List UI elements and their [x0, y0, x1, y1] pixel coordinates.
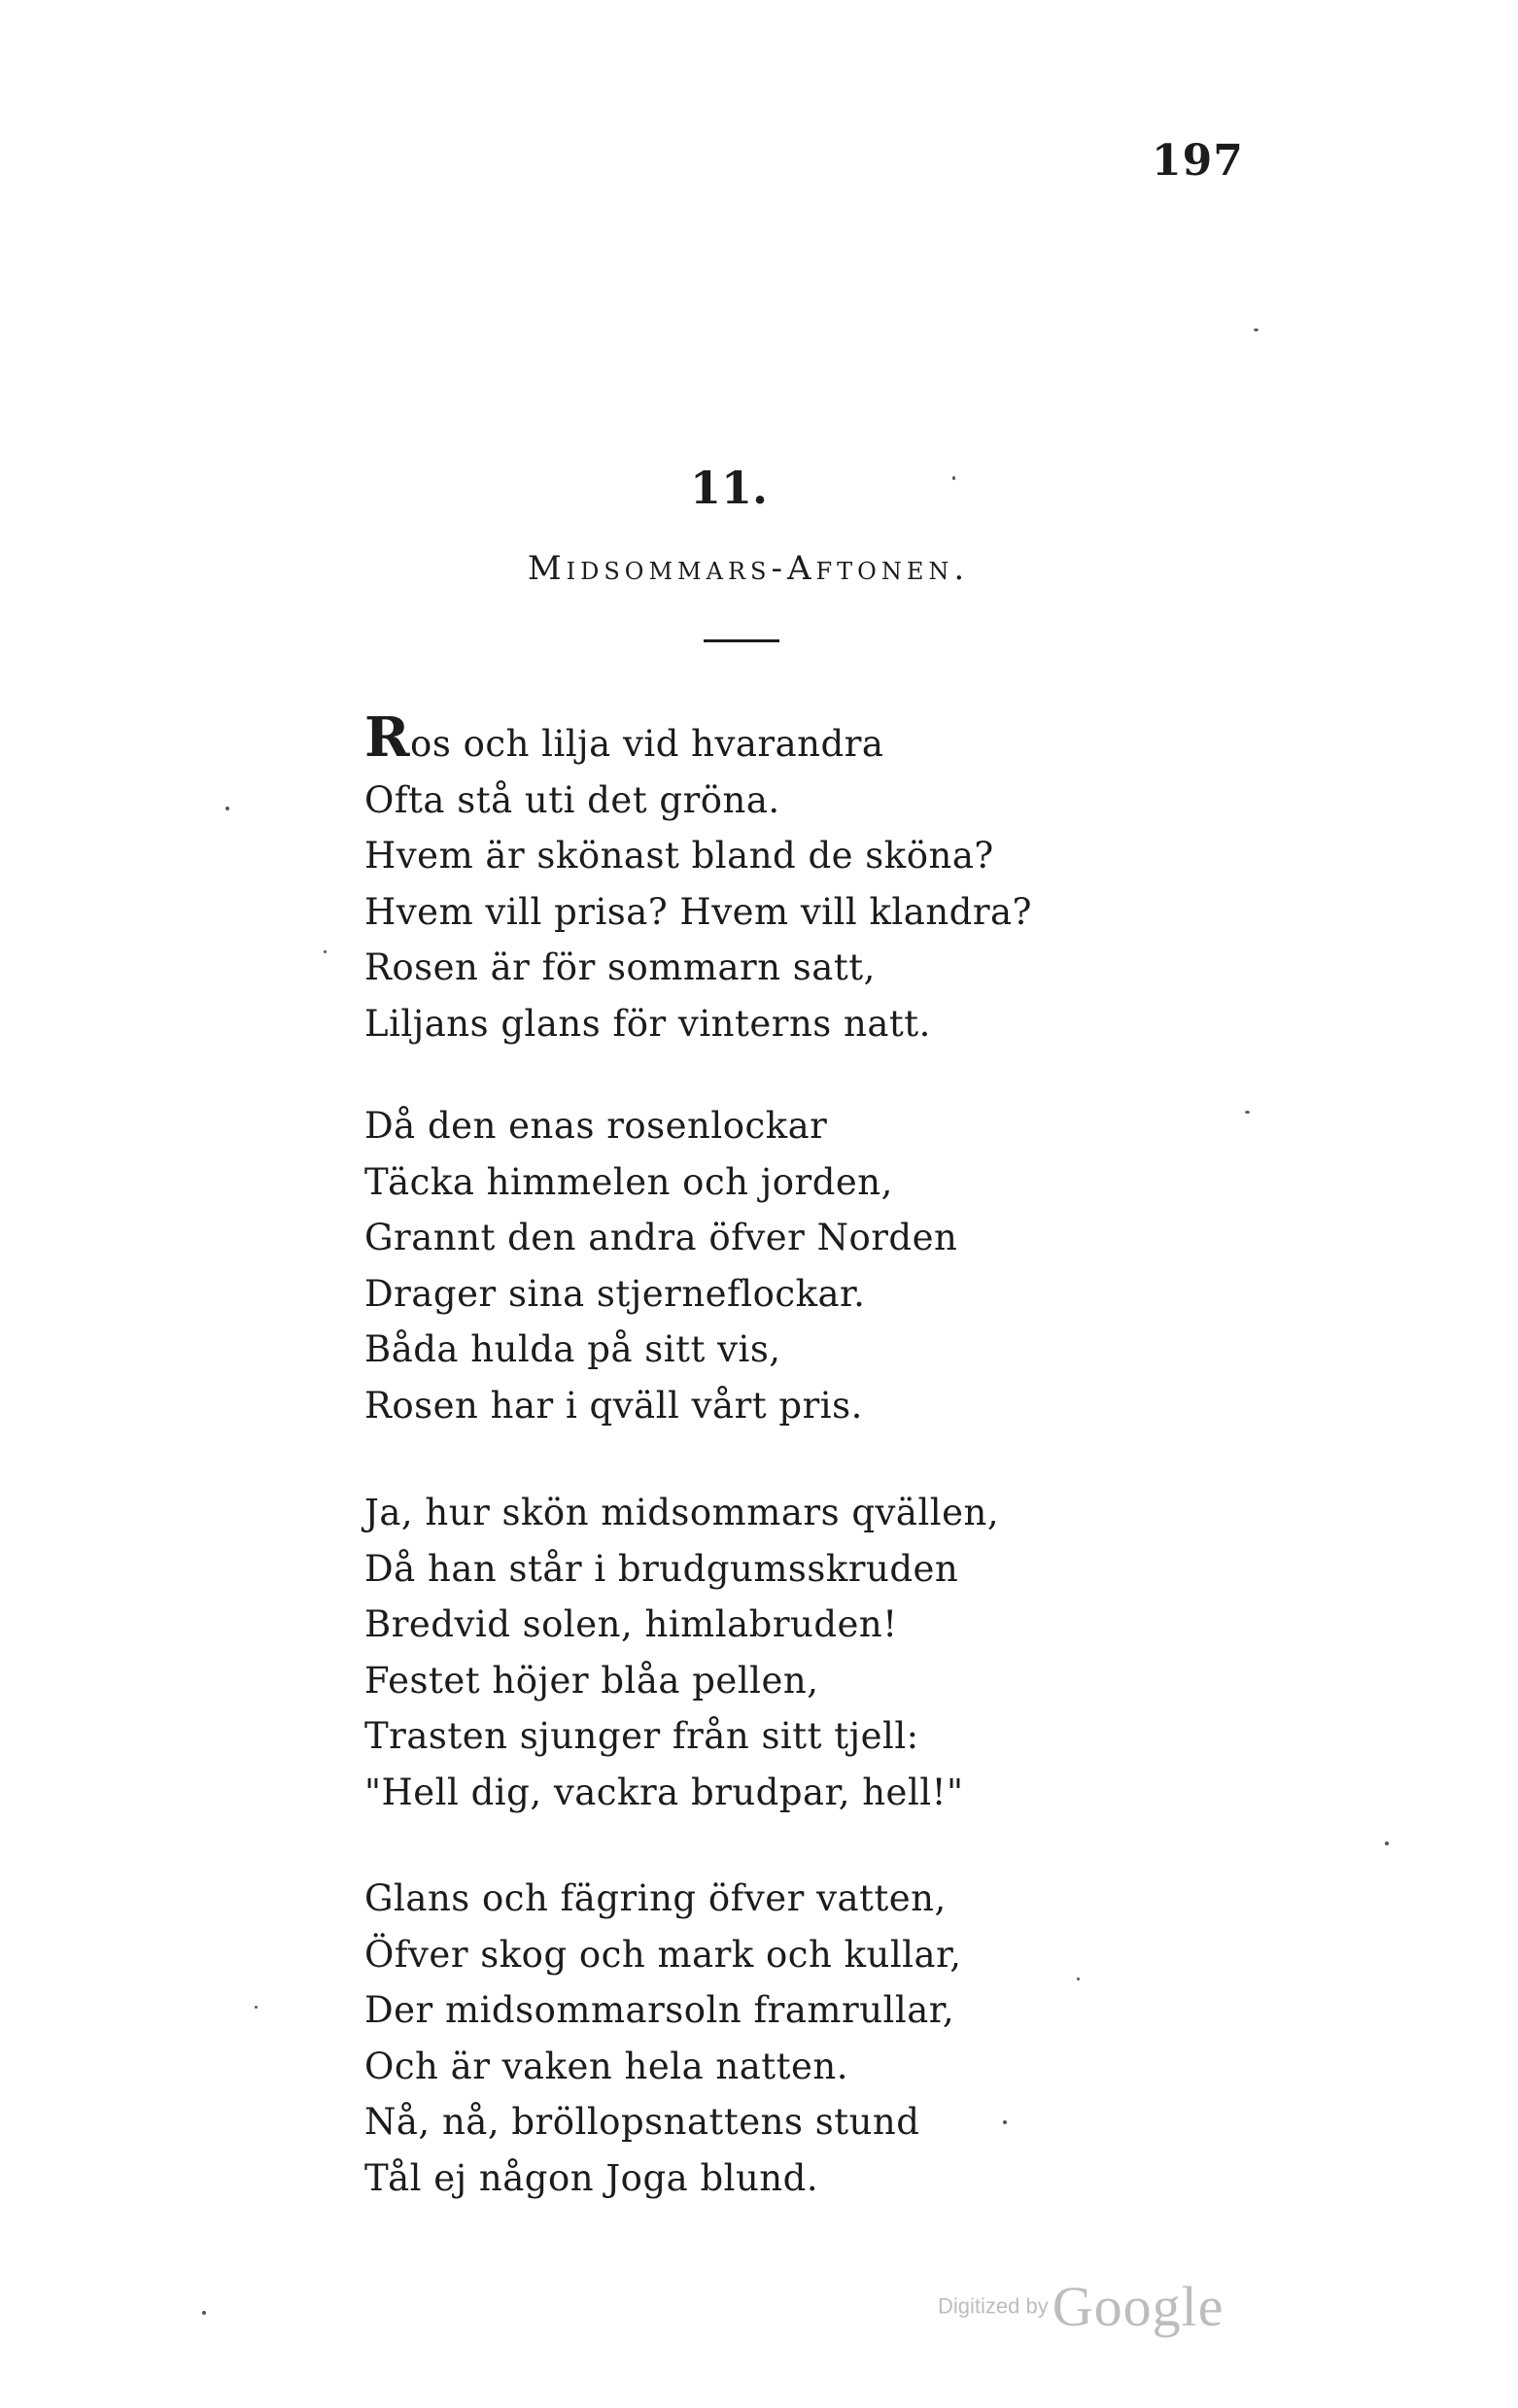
- scan-speck: [225, 807, 229, 810]
- poem-line: Rosen är för sommarn satt,: [364, 946, 876, 988]
- google-logo: Google: [1052, 2275, 1225, 2338]
- page-number: 197: [1152, 136, 1244, 186]
- digitized-watermark: [938, 2274, 1224, 2339]
- poem-line: Ja, hur skön midsommars qvällen,: [364, 1492, 1000, 1533]
- poem-line: Då han står i brudgumsskruden: [364, 1547, 959, 1590]
- scan-speck: [1003, 2120, 1007, 2124]
- scan-speck: [1077, 1978, 1080, 1980]
- poem-line: Der midsommarsoln framrullar,: [364, 1989, 955, 2031]
- scan-speck: [1245, 1111, 1250, 1114]
- poem-line: Då den enas rosenlockar: [364, 1105, 828, 1147]
- poem-line: Rosen har i qväll vårt pris.: [364, 1384, 863, 1427]
- scan-speck: [255, 2006, 258, 2009]
- poem-line: Hvem vill prisa? Hvem vill klandra?: [364, 890, 1032, 933]
- poem-line: Ofta stå uti det gröna.: [364, 778, 780, 821]
- poem-number: 11.: [689, 462, 769, 514]
- poem-line: [364, 705, 1142, 773]
- poem-line: Bredvid solen, himlabruden!: [364, 1603, 898, 1645]
- poem-line: Drager sina stjerneflockar.: [364, 1272, 866, 1315]
- poem-line-text: os och lilja vid hvarandra: [410, 723, 884, 765]
- drop-cap: R: [364, 705, 411, 770]
- poem-line: Öfver skog och mark och kullar,: [364, 1933, 962, 1976]
- poem-line: "Hell dig, vackra brudpar, hell!": [364, 1771, 964, 1813]
- poem-line: Festet höjer blåa pellen,: [364, 1659, 819, 1702]
- stanza-3: [364, 1485, 1142, 1820]
- scan-speck: [324, 950, 327, 953]
- stanza-2: [364, 1098, 1142, 1433]
- poem-line: Liljans glans för vinterns natt.: [364, 1002, 931, 1045]
- poem-line: Nå, nå, bröllopsnattens stund: [364, 2101, 920, 2143]
- poem-line: Trasten sjunger från sitt tjell:: [364, 1715, 919, 1757]
- scan-speck: [1254, 328, 1259, 331]
- scan-speck: [1385, 1841, 1389, 1845]
- watermark-prefix: Digitized by: [938, 2293, 1049, 2319]
- scan-speck: [202, 2311, 206, 2315]
- title-divider: [704, 639, 779, 642]
- poem-line: Och är vaken hela natten.: [364, 2045, 849, 2087]
- stanza-4: [364, 1871, 1142, 2206]
- poem-line: Grannt den andra öfver Norden: [364, 1217, 958, 1258]
- poem-line: Täcka himmelen och jorden,: [364, 1160, 893, 1203]
- poem-line: Glans och fägring öfver vatten,: [364, 1877, 947, 1919]
- poem-title: Midsommars-Aftonen.: [527, 549, 970, 588]
- stanza-1: [364, 705, 1142, 1051]
- scan-speck: [952, 476, 955, 480]
- poem-line: Tål ej någon Joga blund.: [364, 2156, 819, 2199]
- poem-line: Hvem är skönast bland de sköna?: [364, 835, 994, 877]
- poem-line: Båda hulda på sitt vis,: [364, 1328, 781, 1370]
